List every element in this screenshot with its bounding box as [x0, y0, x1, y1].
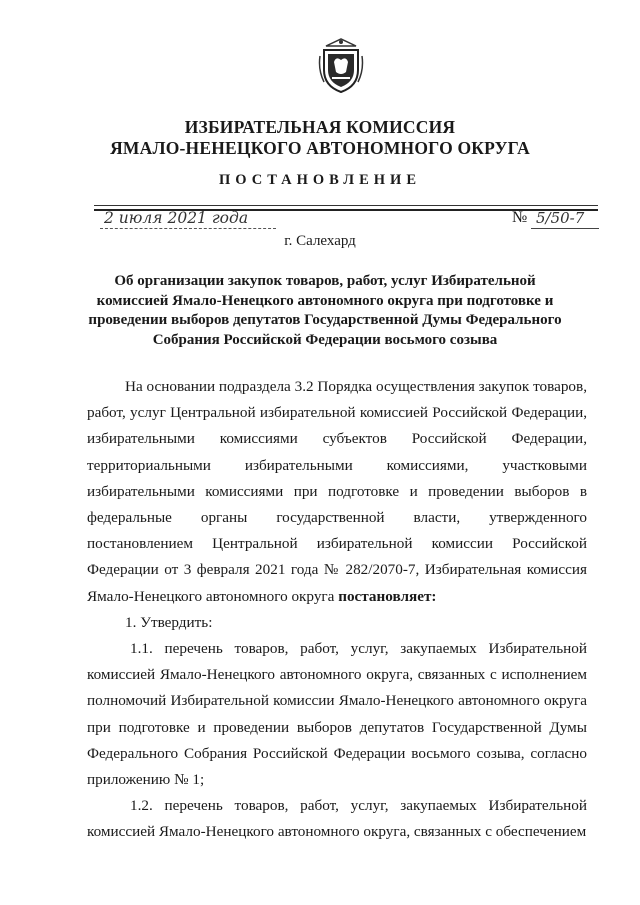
document-body — [87, 374, 587, 846]
header-divider-thin — [94, 205, 598, 206]
number-label: № — [512, 209, 528, 226]
organization-name-line1: ИЗБИРАТЕЛЬНАЯ КОМИССИЯ — [184, 117, 456, 137]
organization-name-line2: ЯМАЛО-НЕНЕЦКОГО АВТОНОМНОГО ОКРУГА — [110, 138, 530, 158]
number-underline — [531, 228, 599, 229]
coat-of-arms-emblem — [318, 36, 364, 94]
document-title: Об организации закупок товаров, работ, услуг Избирательной комиссией Ямало-Ненецкого автономного округа при подготовке и проведении выборов депутатов Государственной Думы Федерального Собрания Российской Федерации восьмого созыва — [88, 273, 562, 348]
city: г. Салехард — [284, 233, 356, 249]
intro-text: На основании подраздела 3.2 Порядка осуществления закупок товаров, работ, услуг Центральной избирательной комиссией Российской Федерации, избирательными комиссиями субъектов Российской Федерации, территориальными избирательными комиссиями, участковыми избирательными комиссиями при подготовке и проведении выборов в федеральные органы государственной власти, утвержденного постановлением Центральной избирательной комиссии Российской Федерации от 3 февраля 2021 года № 282/2070-7, Избирательная комиссия Ямало-Ненецкого автономного округа — [87, 378, 587, 605]
document-number: 5/50-7 — [536, 209, 585, 227]
document-date: 2 июля 2021 года — [104, 209, 249, 227]
intro-paragraph — [87, 374, 587, 610]
document-type: ПОСТАНОВЛЕНИЕ — [218, 172, 421, 188]
date-underline — [100, 228, 276, 229]
decides-keyword: постановляет: — [338, 587, 437, 605]
item-1-1: 1.1. перечень товаров, работ, услуг, закупаемых Избирательной комиссией Ямало-Ненецкого автономного округа, связанных с исполнением полномочий Избирательной комиссии Ямало-Ненецкого автономного округа при подготовке и проведении выборов депутатов Государственной Думы Федерального Собрания Российской Федерации восьмого созыва, согласно приложению № 1; — [87, 640, 587, 789]
item-1-2: 1.2. перечень товаров, работ, услуг, закупаемых Избирательной комиссией Ямало-Ненецкого автономного округа, связанных с обеспечением — [87, 797, 587, 841]
item-1: 1. Утвердить: — [125, 613, 213, 631]
